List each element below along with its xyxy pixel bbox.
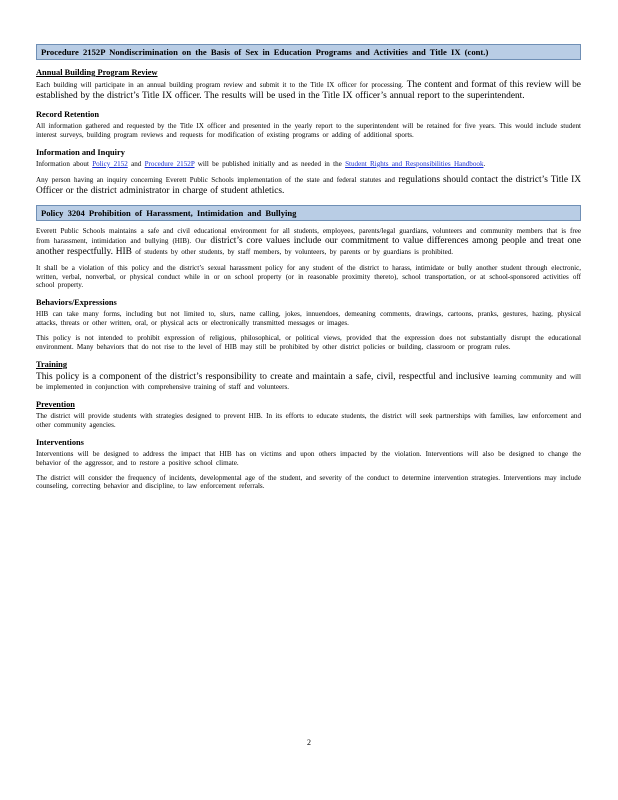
information-text bbox=[36, 160, 581, 169]
policy-banner: Policy 3204 Prohibition of Harassment, Intimidation and Bullying bbox=[36, 205, 581, 221]
student-handbook-link[interactable]: Student Rights and Responsibilities Handbook bbox=[345, 159, 484, 168]
record-retention-heading: Record Retention bbox=[36, 110, 100, 119]
training-line2: learning community and will be implemented in conjunction with comprehensive training of staff and volunteers. bbox=[36, 372, 581, 391]
information-text-dot: . bbox=[483, 159, 486, 168]
record-retention-text: All information gathered and requested by the Title IX officer and presented in the yearly report to the superintendent will be retained for five years. This would include student interest surveys, building program reviews and requests for modification of existing programs or adding of additional sports. bbox=[36, 122, 581, 139]
hib-intro-text bbox=[36, 227, 581, 258]
information-text-and: and bbox=[131, 159, 142, 168]
annual-review-line2: The content and format of this review will be established by the district’s Title IX officer. The results will be used in the Title IX officer’s annual report to the superintendent. bbox=[36, 80, 581, 101]
hib-intro-b: district’s core values include our commitment to value differences among people and treat one another respectfully. HIB bbox=[36, 235, 581, 257]
behaviors-heading: Behaviors/Expressions bbox=[36, 298, 117, 308]
information-inquiry-heading: Information and Inquiry bbox=[36, 147, 125, 157]
page-number: 2 bbox=[307, 738, 311, 747]
inquiry-text-a: Any person having an inquiry concerning Everett Public Schools implementation of the state and federal statutes and bbox=[36, 175, 395, 184]
training-line1: This policy is a component of the district’s responsibility to create and maintain a safe, civil, respectful and inclusive bbox=[36, 371, 490, 382]
training-text bbox=[36, 372, 581, 392]
interventions-text-1: Interventions will be designed to address the impact that HIB has on victims and upon others impacted by the violation. Interventions will also be designed to change the behavior of the aggressor, and to restore a positive school climate. bbox=[36, 449, 581, 467]
inquiry-text bbox=[36, 175, 581, 197]
policy-2152-link[interactable]: Policy 2152 bbox=[92, 159, 128, 168]
procedure-banner: Procedure 2152P Nondiscrimination on the Basis of Sex in Education Programs and Activities and Title IX (cont.) bbox=[36, 44, 581, 60]
information-text-a: Information about bbox=[36, 159, 89, 168]
information-text-b: will be published initially and as needed in the bbox=[197, 159, 342, 168]
behaviors-text-2: This policy is not intended to prohibit expression of religious, philosophical, or political views, provided that the expression does not substantially disrupt the educational environment. Many behaviors that do not rise to the level of HIB may still be prohibited by other district policies or building, classroom or program rules. bbox=[36, 334, 581, 352]
prevention-text: The district will provide students with strategies designed to prevent HIB. In its efforts to educate students, the district will seek partnerships with families, law enforcement and other community agencies. bbox=[36, 411, 581, 429]
annual-review-text bbox=[36, 80, 581, 102]
behaviors-text-1: HIB can take many forms, including but not limited to, slurs, name calling, jokes, innuendoes, demeaning comments, drawings, cartoons, pranks, gestures, hazing, physical attacks, threats or other written, oral, or physical acts or electronically transmitted messages or images. bbox=[36, 310, 581, 328]
annual-review-heading: Annual Building Program Review bbox=[36, 68, 158, 77]
interventions-heading: Interventions bbox=[36, 437, 84, 447]
procedure-2152p-link[interactable]: Procedure 2152P bbox=[144, 159, 195, 168]
inquiry-text-b: regulations should contact the district’s Title IX Officer or the district administrator in charge of student athletics. bbox=[36, 174, 581, 196]
interventions-text-2: The district will consider the frequency of incidents, developmental age of the student, and severity of the conduct to determine intervention strategies. Interventions may include counseling, correcting behavior and discipline, to law enforcement referrals. bbox=[36, 473, 581, 491]
prevention-heading: Prevention bbox=[36, 399, 75, 409]
hib-intro-a: Everett Public Schools maintains a safe and civil educational environment for all students, employees, parents/legal guardians, volunteers and community members that is free from harassment, intimidation and bullying (HIB). Our bbox=[36, 226, 581, 245]
training-heading: Training bbox=[36, 359, 68, 369]
document-page bbox=[36, 44, 581, 497]
hib-violation-text: It shall be a violation of this policy and the district’s sexual harassment policy for any student of the district to harass, intimidate or bully another student through electronic, written, verbal, nonverbal, or physical conduct while in or on school property (or in reasonable proximity thereto), school transportation, or at school-sponsored activities off school property. bbox=[36, 263, 581, 290]
hib-intro-c: of students by other students, by staff members, by volunteers, by parents or by guardians is prohibited. bbox=[135, 247, 454, 256]
annual-review-line1: Each building will participate in an annual building program review and submit it to the Title IX officer for processing. bbox=[36, 81, 404, 89]
